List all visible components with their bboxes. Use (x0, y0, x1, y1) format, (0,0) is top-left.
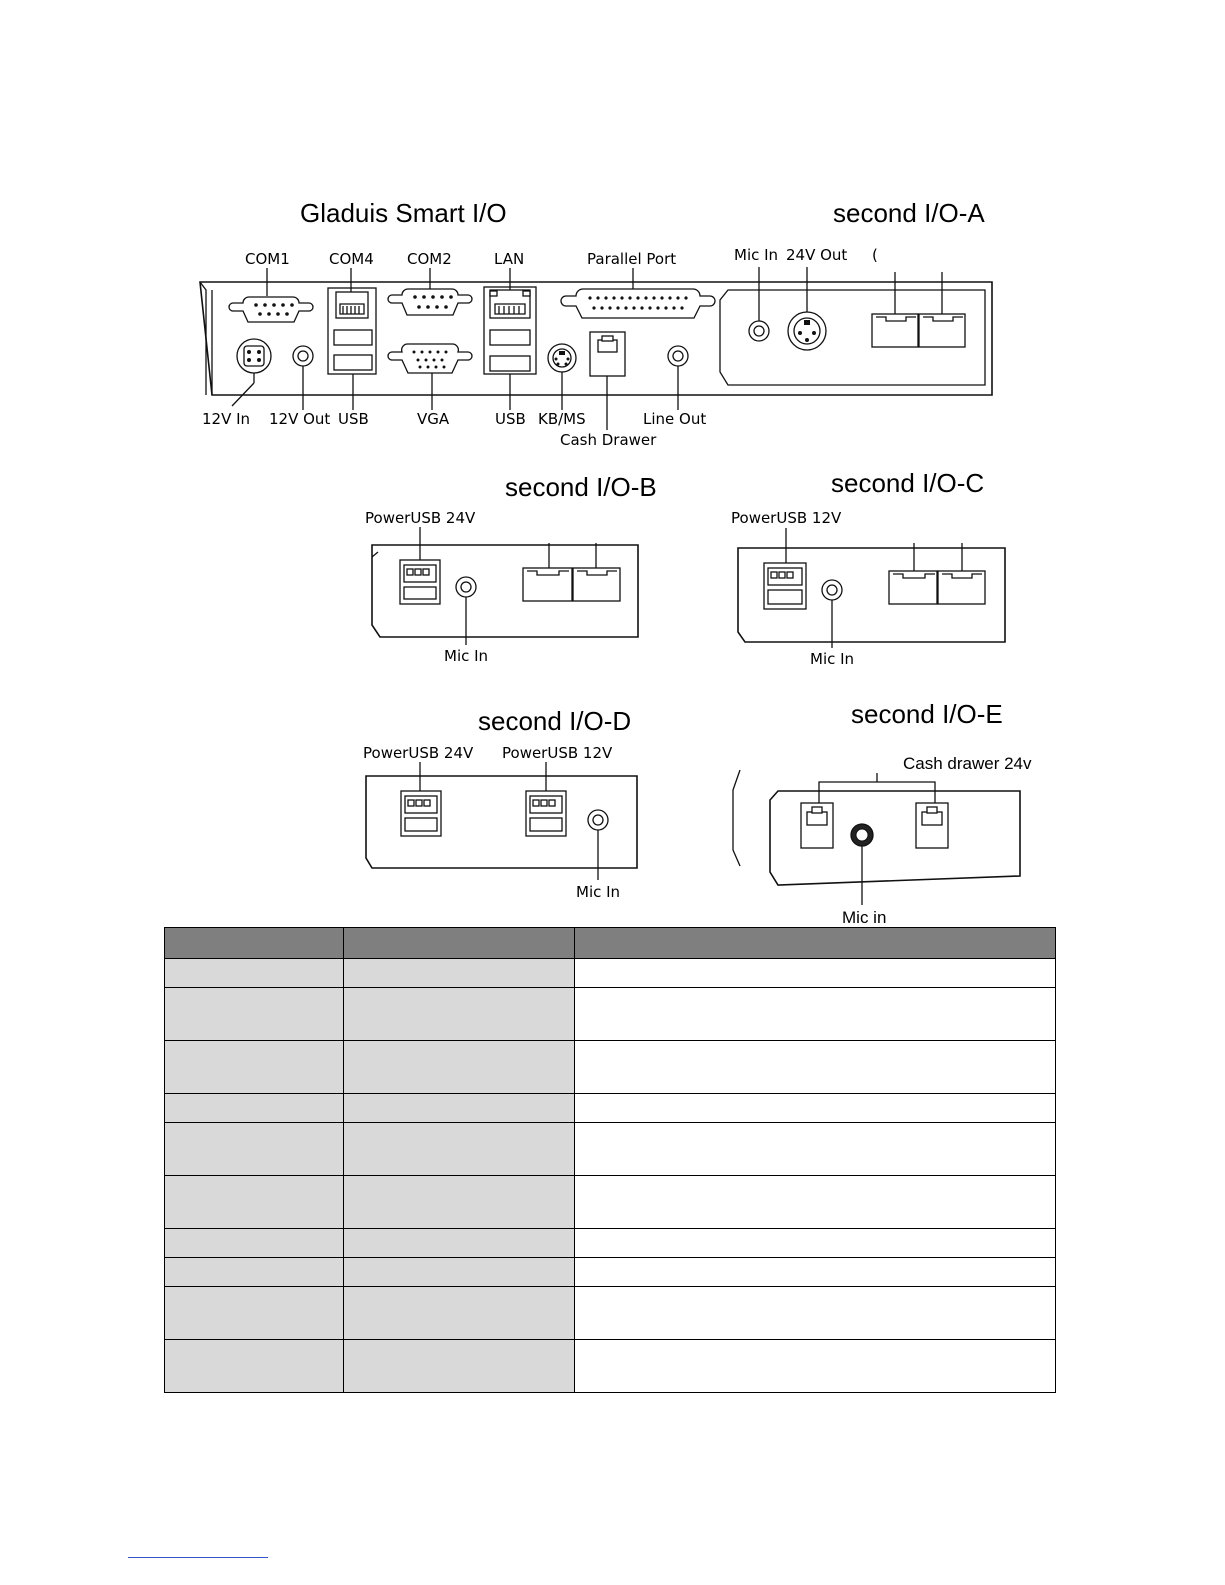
table-row (165, 1041, 1056, 1094)
table-header-cell (343, 928, 574, 959)
table-cell (343, 1123, 574, 1176)
io-d-panel (363, 744, 637, 901)
table-cell (574, 959, 1055, 988)
table-cell (574, 1094, 1055, 1123)
smart-io-panel (200, 246, 992, 449)
footer-rule (128, 1557, 268, 1558)
label-io-b-mic-in: Mic In (444, 647, 489, 665)
table-cell (574, 1287, 1055, 1340)
table-cell (343, 1041, 574, 1094)
table-row (165, 959, 1056, 988)
io-b-panel (365, 509, 638, 665)
vga-port (388, 344, 472, 373)
label-line-out: Line Out (643, 410, 707, 428)
table-cell (165, 1340, 344, 1393)
table-row (165, 1258, 1056, 1287)
table-cell (574, 1041, 1055, 1094)
table-cell (165, 1287, 344, 1340)
label-lan: LAN (494, 250, 525, 268)
label-com1: COM1 (245, 250, 290, 268)
12v-out-jack (293, 346, 313, 366)
table-row (165, 1123, 1056, 1176)
com1-port (229, 297, 313, 322)
table-cell (574, 988, 1055, 1041)
label-io-e-mic-in: Mic in (842, 908, 887, 927)
title-io-e: second I/O-E (851, 699, 1003, 729)
io-spec-table (164, 927, 1056, 1393)
io-e-panel (733, 754, 1046, 940)
label-io-c-power-usb: PowerUSB 12V (731, 509, 842, 527)
table-cell (574, 1229, 1055, 1258)
table-cell (165, 1258, 344, 1287)
table-cell (343, 988, 574, 1041)
label-usb-right: USB (495, 410, 526, 428)
lan-usb-stack (484, 287, 536, 374)
table-cell (165, 988, 344, 1041)
title-io-d: second I/O-D (478, 706, 632, 736)
title-io-c: second I/O-C (831, 468, 985, 498)
com4-usb-stack (328, 288, 376, 374)
title-io-b: second I/O-B (505, 472, 657, 502)
table-row (165, 1094, 1056, 1123)
table-cell (574, 1176, 1055, 1229)
table-cell (343, 1229, 574, 1258)
table-cell (165, 1123, 344, 1176)
table-row (165, 988, 1056, 1041)
label-usb-left: USB (338, 410, 369, 428)
label-io-a-24v-out: 24V Out (786, 246, 848, 264)
label-vga: VGA (417, 410, 450, 428)
table-cell (343, 1176, 574, 1229)
label-io-d-power-usb-12v: PowerUSB 12V (502, 744, 613, 762)
table-body (165, 959, 1056, 1393)
label-io-a-truncated: ( (872, 246, 878, 264)
label-cash-drawer: Cash Drawer (560, 431, 657, 449)
line-out-jack (668, 346, 688, 366)
label-io-c-mic-in: Mic In (810, 650, 855, 668)
label-io-a-mic-in: Mic In (734, 246, 779, 264)
table-cell (165, 1229, 344, 1258)
label-io-e-cash-drawer: Cash drawer 24v (903, 754, 1032, 773)
table-cell (343, 1258, 574, 1287)
table-header-row (165, 928, 1056, 959)
table-row (165, 1287, 1056, 1340)
label-12v-in: 12V In (202, 410, 251, 428)
table-header-cell (165, 928, 344, 959)
table-cell (165, 1176, 344, 1229)
title-io-a: second I/O-A (833, 198, 985, 228)
table-cell (574, 1123, 1055, 1176)
table-cell (574, 1258, 1055, 1287)
table-row (165, 1229, 1056, 1258)
parallel-port (561, 289, 715, 318)
table-cell (343, 959, 574, 988)
label-io-d-mic-in: Mic In (576, 883, 621, 901)
kbms-port (548, 344, 576, 372)
label-com2: COM2 (407, 250, 452, 268)
table-cell (165, 1041, 344, 1094)
table-cell (165, 1094, 344, 1123)
table-cell (574, 1340, 1055, 1393)
label-com4: COM4 (329, 250, 374, 268)
label-parallel-port: Parallel Port (587, 250, 677, 268)
table-row (165, 1340, 1056, 1393)
12v-in-port (237, 339, 271, 373)
label-io-d-power-usb-24v: PowerUSB 24V (363, 744, 474, 762)
table-cell (343, 1340, 574, 1393)
label-12v-out: 12V Out (269, 410, 331, 428)
io-a-section (720, 246, 985, 385)
cash-drawer-port (590, 332, 625, 376)
table-cell (343, 1094, 574, 1123)
com2-port (388, 289, 472, 315)
table-header-cell (574, 928, 1055, 959)
label-io-b-power-usb: PowerUSB 24V (365, 509, 476, 527)
io-c-panel (731, 509, 1005, 668)
table-row (165, 1176, 1056, 1229)
table-cell (343, 1287, 574, 1340)
title-smart-io: Gladuis Smart I/O (300, 198, 507, 228)
table-cell (165, 959, 344, 988)
label-kbms: KB/MS (538, 410, 586, 428)
